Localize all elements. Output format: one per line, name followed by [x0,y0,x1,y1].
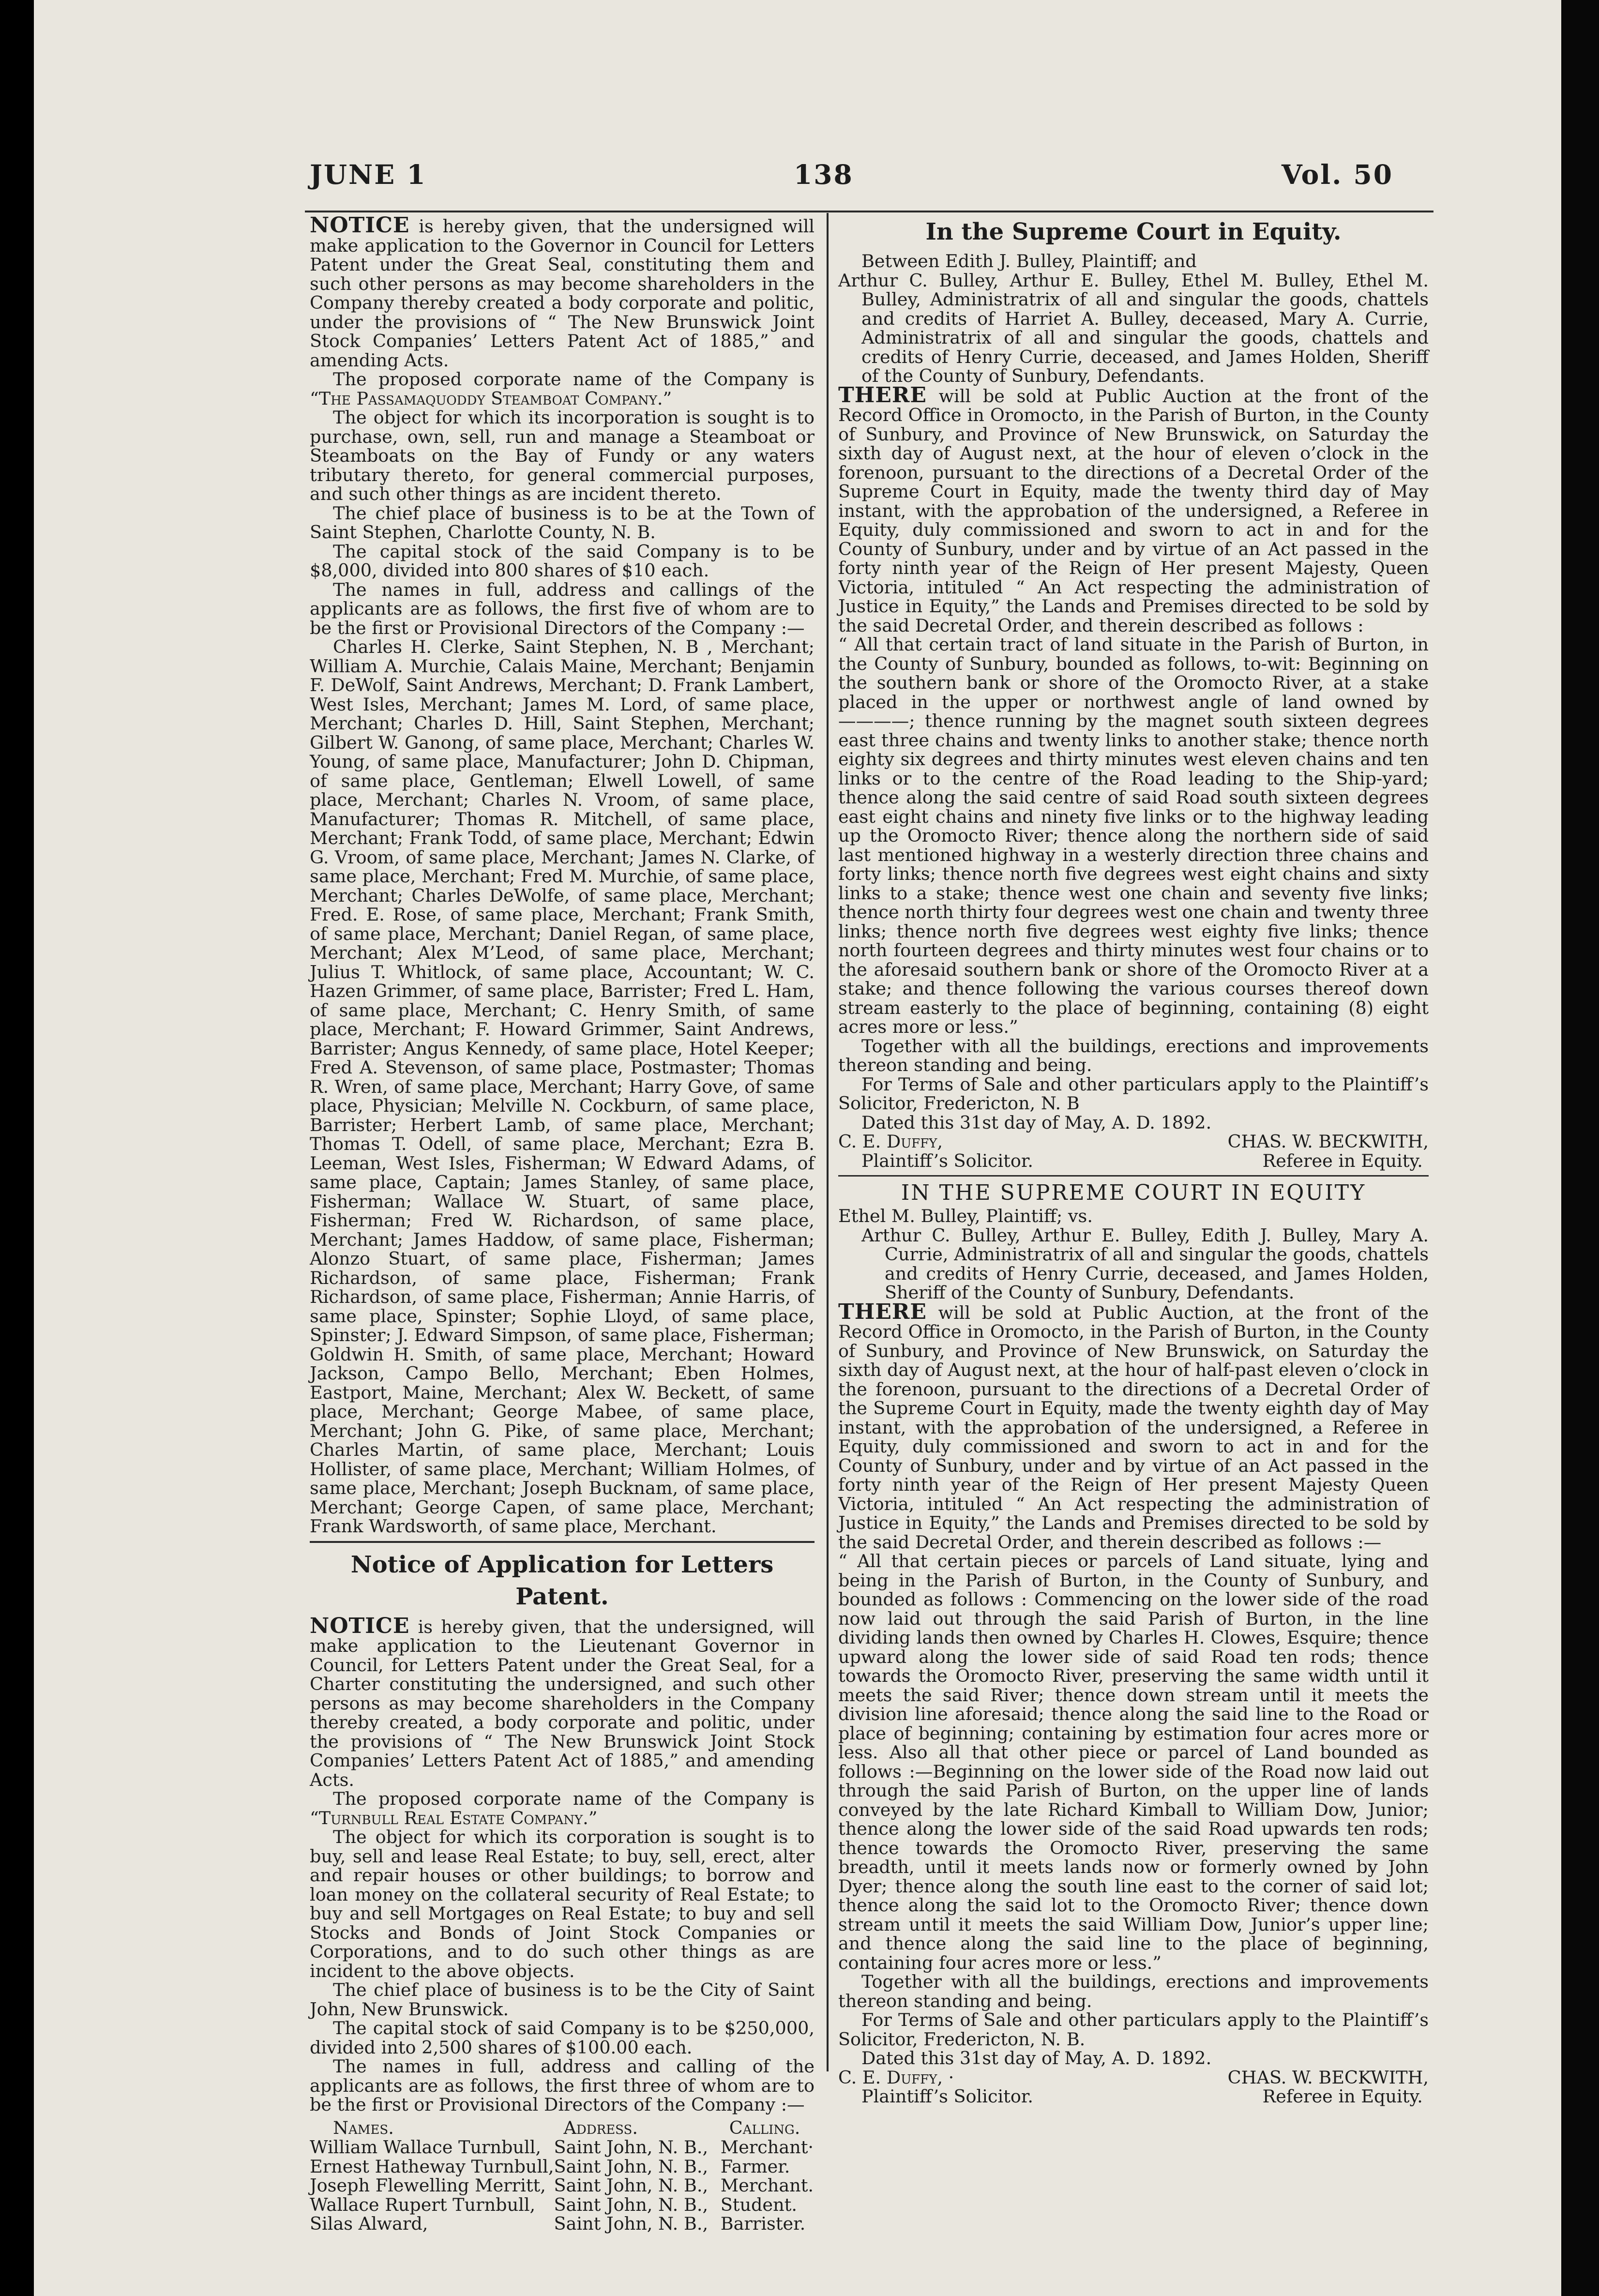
together-paragraph: Together with all the buildings, erections and improvements thereon standing and being. [838,1035,1429,1075]
notice-paragraph: NOTICE is hereby given, that the undersigned will make application to the Governor in Council for Letters Patent under the Great Seal, constituting them and such other persons as may become shareholders in the Company thereby created a body corporate and politic, under the provisions of “ The New Brunswick Joint Stock Companies’ Letters Patent Act of 1885,” and amending Acts. [310,213,815,371]
referee-signature: CHAS. W. BECKWITH, Referee in Equity. [1227,2067,1429,2107]
place-paragraph: The chief place of business is to be the City of Saint John, New Brunswick. [310,1979,815,2020]
sale-paragraph: THERE will be sold at Public Auction at the front of the Record Office in Oromocto, in the Parish of Burton, in the County of Sunbury, and Province of New Brunswick, on Saturday the sixth day of August next, at the hour of eleven o’clock in the forenoon, pursuant to the directions of a Decretal Order of the Supreme Court in Equity, made the twenty third day of May instant, with the approbation of the undersigned, a Referee in Equity, duly commissioned and sworn to act in and for the County of Sunbury, under and by virtue of an Act passed in the forty ninth year of the Reign of Her present Majesty, Queen Victoria, intituled “ An Act respecting the administration of Justice in Equity,” the Lands and Premises directed to be sold by the said Decretal Order, and therein described as follows : [838,382,1429,636]
notice-lead-word: NOTICE [310,1613,410,1638]
solicitor-signature: C. E. Duffy, Plaintiff’s Solicitor. [838,1131,1033,1171]
signature-block [838,2068,1429,2106]
applicants-intro: The names in full, address and calling of the applicants are as follows, the first three of whom are to be the first or Provisional Directors of the Company :— [310,2056,815,2115]
capital-paragraph: The capital stock of said Company is to be $250,000, divided into 2,500 shares of $100.00 each. [310,2018,815,2058]
dated-line: Dated this 31st day of May, A. D. 1892. [861,1112,1212,1133]
sale-lead-word: THERE [838,1299,927,1324]
table-row: Joseph Flewelling Merritt, Saint John, N. B., Merchant. [310,2175,814,2196]
sale-paragraph: THERE will be sold at Public Auction, at the front of the Record Office in Oromocto, in the Parish of Burton, in the County of Sunbury, and Province of New Brunswick, on Saturday the sixth day of August next, at the hour of half-past eleven o’clock in the forenoon, pursuant to the directions of a Decretal Order of the Supreme Court in Equity, made the twenty eighth day of May instant, with the approbation of the undersigned, a Referee in Equity, duly commissioned and sworn to act in and for the County of Sunbury, under and by virtue of an Act passed in the forty ninth year of the Reign of Her present Majesty Queen Victoria, intituled “ An Act respecting the administration of Justice in Equity,” the Lands and Premises directed to be sold by the said Decretal Order, and therein described as follows :— [838,1299,1429,1553]
land-description: “ All that certain tract of land situate in the Parish of Burton, in the County of Sunbury, bounded as follows, to-wit: Beginning on the southern bank or shore of the Oromocto River, at a stake placed in the upper or northwest angle of land owned by ————; thence running by the magnet south sixteen degrees east three chains and twenty links to another stake; thence north eighty six degrees and thirty minutes west eleven chains and ten links or to the centre of the Road leading to the Ship-yard; thence along the said centre of said Road south sixteen degrees east eight chains and ninety five links or to the highway leading up the Oromocto River; thence along the northern side of said last mentioned highway in a westerly direction three chains and forty links; thence north five degrees west eight chains and sixty links to a stake; thence west one chain and seventy five links; thence north thirty four degrees west one chain and twenty three links; thence north five degrees west eighty five links; thence north fourteen degrees and thirty minutes west four chains or to the aforesaid southern bank or shore of the Oromocto River at a stake; and thence following the various courses thereof down stream easterly to the place of beginning, containing (8) eight acres more or less.” [838,634,1429,1037]
place-paragraph: The chief place of business is to be at the Town of Saint Stephen, Charlotte County, N. B. [310,502,815,543]
case-defendants: Arthur C. Bulley, Arthur E. Bulley, Edith J. Bulley, Mary A. Currie, Administratrix of all and singular the goods, chattels and credits of Henry Currie, deceased, and James Holden, Sheriff of the County of Sunbury, Defendants. [861,1224,1429,1303]
applicants-intro: The names in full, address and callings of the applicants are as follows, the first five of whom are to be the first or Provisional Directors of the Company :— [310,579,815,638]
case-parties: Between Edith J. Bulley, Plaintiff; and [861,251,1197,272]
header-volume: Vol. 50 [1282,159,1394,190]
column-divider [827,213,829,2071]
column-header: Names. [333,2117,394,2138]
turnbull-notice [310,1549,815,2234]
header-page-number: 138 [794,159,854,190]
corporate-name-paragraph: The proposed corporate name of the Company is “The Passamaquoddy Steamboat Company.” [310,369,815,409]
equity-case-two [838,1179,1429,2106]
case-defendants: Arthur C. Bulley, Arthur E. Bulley, Ethel M. Bulley, Ethel M. Bulley, Administratrix of all and singular the goods, chattels and credits of Harriet A. Bulley, deceased, Mary A. Currie, Administratrix of all and singular the goods, chattels and credits of Henry Currie, deceased, and James Holden, Sheriff of the County of Sunbury, Defendants. [838,270,1429,386]
together-paragraph: Together with all the buildings, erections and improvements thereon standing and being. [838,1971,1429,2011]
company-name: The Passamaquoddy Steamboat Company. [318,388,663,409]
table-row: William Wallace Turnbull, Saint John, N. B., Merchant· [310,2137,814,2158]
column-header: Calling. [729,2117,800,2138]
table-row: Ernest Hatheway Turnbull, Saint John, N. B., Farmer. [310,2156,790,2177]
notice-heading: Notice of Application for Letters Patent. [350,1551,774,1610]
table-header-row [310,2115,815,2138]
applicants-list: Charles H. Clerke, Saint Stephen, N. B , Merchant; William A. Murchie, Calais Maine, Merchant; Benjamin F. DeWolf, Saint Andrews, Merchant; D. Frank Lambert, West Isles, Merchant; James M. Lord, of same place, Merchant; Charles D. Hill, Saint Stephen, Merchant; Gilbert W. Ganong, of same place, Merchant; Charles W. Young, of same place, Manufacturer; John D. Chipman, of same place, Gentleman; Elwell Lowell, of same place, Merchant; Charles N. Vroom, of same place, Manufacturer; Thomas R. Mitchell, of same place, Merchant; Frank Todd, of same place, Merchant; Edwin G. Vroom, of same place, Merchant; James N. Clarke, of same place, Merchant; Fred M. Murchie, of same place, Merchant; Charles DeWolfe, of same place, Merchant; Fred. E. Rose, of same place, Merchant; Frank Smith, of same place, Merchant; Daniel Regan, of same place, Merchant; Alex M’Leod, of same place, Merchant; Julius T. Whitlock, of same place, Accountant; W. C. Hazen Grimmer, of same place, Barrister; Fred L. Ham, of same place, Merchant; C. Henry Smith, of same place, Merchant; F. Howard Grimmer, Saint Andrews, Barrister; Angus Kennedy, of same place, Hotel Keeper; Fred A. Stevenson, of same place, Postmaster; Thomas R. Wren, of same place, Merchant; Harry Gove, of same place, Physician; Melville N. Cockburn, of same place, Barrister; Herbert Lamb, of same place, Merchant; Thomas T. Odell, of same place, Merchant; Ezra B. Leeman, West Isles, Fisherman; W Edward Adams, of same place, Captain; James Stanley, of same place, Fisherman; Wallace W. Stuart, of same place, Fisherman; Fred W. Richardson, of same place, Merchant; James Haddow, of same place, Fisherman; Alonzo Stuart, of same place, Fisherman; James Richardson, of same place, Fisherman; Frank Richardson, of same place, Fisherman; Annie Harris, of same place, Spinster; Sophie Lloyd, of same place, Spinster; J. Edward Simpson, of same place, Fisherman; Goldwin H. Smith, of same place, Merchant; Howard Jackson, Campo Bello, Merchant; Eben Holmes, Eastport, Maine, Merchant; Alex W. Beckett, of same place, Merchant; George Mabee, of same place, Merchant; John G. Pike, of same place, Merchant; Charles Martin, of same place, Merchant; Louis Hollister, of same place, Merchant; William Holmes, of same place, Merchant; Joseph Bucknam, of same place, Merchant; George Capen, of same place, Merchant; Frank Wardsworth, of same place, Merchant. [310,636,815,1537]
dated-line: Dated this 31st day of May, A. D. 1892. [861,2048,1212,2069]
terms-paragraph: For Terms of Sale and other particulars apply to the Plaintiff’s Solicitor, Fredericton, N. B. [838,2009,1429,2050]
column-header: Address. [563,2117,638,2138]
corporate-name-paragraph: The proposed corporate name of the Company is “Turnbull Real Estate Company.” [310,1788,815,1828]
sale-lead-word: THERE [838,382,927,408]
object-paragraph: The object for which its incorporation is sought is to purchase, own, sell, run and manage a Steamboat or Steamboats on the Bay of Fundy or any waters tributary thereto, for general commercial purposes, and such other things as are incident thereto. [310,407,815,504]
newspaper-page [34,0,1561,2296]
case-heading: In the Supreme Court in Equity. [925,218,1342,245]
scan-border-right [1561,0,1599,2296]
terms-paragraph: For Terms of Sale and other particulars apply to the Plaintiff’s Solicitor, Fredericton, N. B [838,1073,1429,1114]
notice-paragraph: NOTICE is hereby given, that the undersigned, will make application to the Lieutenant Governor in Council, for Letters Patent under the Great Seal, for a Charter constituting the undersigned, and such other persons as may become shareholders in the Company thereby created, a body corporate and politic, under the provisions of “ The New Brunswick Joint Stock Companies’ Letters Patent Act of 1885,” and amending Acts. [310,1613,815,1790]
section-rule [310,1541,815,1543]
notice-lead-word: NOTICE [310,213,410,238]
capital-paragraph: The capital stock of the said Company is to be $8,000, divided into 800 shares of $10 each. [310,541,815,581]
referee-signature: CHAS. W. BECKWITH, Referee in Equity. [1227,1131,1429,1171]
section-rule [838,1175,1429,1177]
case-parties: Ethel M. Bulley, Plaintiff; vs. [838,1206,1093,1226]
land-description: “ All that certain pieces or parcels of Land situate, lying and being in the Parish of Burton, in the County of Sunbury, and bounded as follows : Commencing on the lower side of the road now laid out through the said Parish of Burton, in the line dividing lands then owned by Charles H. Clowes, Esquire; thence upward along the lower side of said Road ten rods; thence towards the Oromocto River, preserving the same width until it meets the said River; thence down stream until it meets the division line aforesaid; thence along the said line to the Road or place of beginning; containing by estimation four acres more or less. Also all that other piece or parcel of Land bounded as follows :—Beginning on the lower side of the Road now laid out through the said Parish of Burton, on the upper line of lands conveyed by the late Richard Kimball to William Dow, Junior; thence along the lower side of the said Road upwards ten rods; thence towards the Oromocto River, preserving the same breadth, until it meets lands now or formerly owned by John Dyer; thence along the south line east to the corner of said lot; thence along the said lot to the Oromocto River; thence down stream until it meets the said William Dow, Junior’s upper line; and thence along the said line to the place of beginning, containing four acres more or less.” [838,1551,1429,1973]
equity-case-one [838,216,1429,1170]
passamaquoddy-notice [310,213,815,1537]
solicitor-signature: C. E. Duffy, · Plaintiff’s Solicitor. [838,2067,1033,2107]
left-column [310,213,815,2234]
company-name: Turnbull Real Estate Company. [318,1807,588,1828]
signature-block [838,1132,1429,1170]
case-heading: IN THE SUPREME COURT IN EQUITY [901,1180,1366,1205]
table-row: Silas Alward, Saint John, N. B., Barrister. [310,2213,806,2234]
right-column [838,216,1429,2106]
table-row: Wallace Rupert Turnbull, Saint John, N. B., Student. [310,2194,797,2215]
scan-border-left [0,0,34,2296]
object-paragraph: The object for which its corporation is sought is to buy, sell and lease Real Estate; to buy, sell, erect, alter and repair houses or other buildings; to borrow and loan money on the collateral security of Real Estate; to buy and sell Mortgages on Real Estate; to buy and sell Stocks and Bonds of Joint Stock Companies or Corporations, and to do such other things as are incident to the above objects. [310,1827,815,1981]
applicants-table [310,2115,815,2234]
header-rule [305,211,1433,212]
header-date: JUNE 1 [310,159,427,190]
